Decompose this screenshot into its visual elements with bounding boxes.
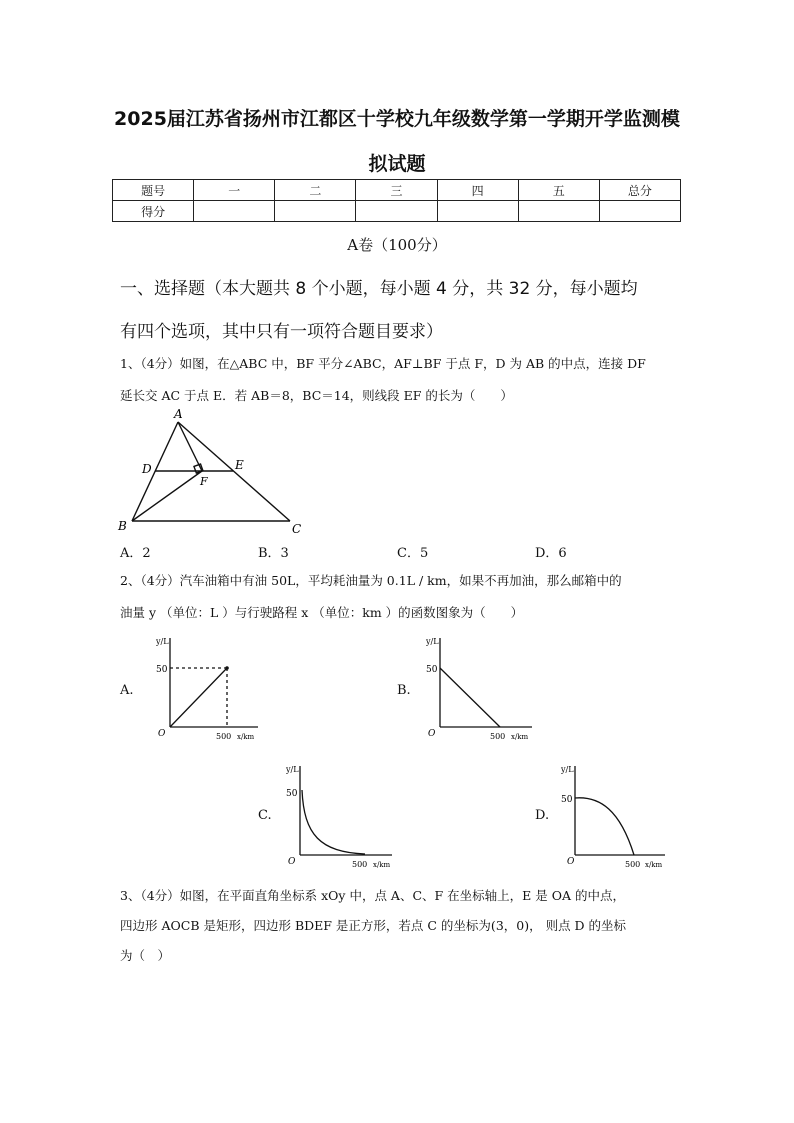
y-tick-label: 50	[156, 665, 168, 675]
score-header-cell: 题号	[113, 180, 194, 201]
q2-graph-b[interactable]	[420, 632, 540, 747]
score-header-cell: 二	[275, 180, 356, 201]
q2-graph-c[interactable]	[280, 760, 400, 875]
score-cell[interactable]	[275, 201, 356, 222]
q3-line-3: 为（ ）	[120, 948, 171, 963]
line-decreasing	[440, 668, 500, 727]
y-axis-label: y/L	[426, 637, 439, 646]
x-axis-label: x/km	[511, 733, 529, 741]
label-b: B	[118, 519, 127, 533]
x-tick-label: 500	[625, 860, 641, 869]
score-header-cell: 总分	[599, 180, 680, 201]
score-table-header-row	[113, 180, 681, 201]
score-header-cell: 四	[437, 180, 518, 201]
q2-graph-a[interactable]	[150, 632, 270, 747]
score-cell[interactable]	[437, 201, 518, 222]
q1-option-b[interactable]: B．3	[258, 546, 289, 561]
end-point	[225, 666, 229, 670]
segment-af	[178, 422, 202, 471]
y-tick-label: 50	[426, 665, 438, 675]
q1-option-a[interactable]: A．2	[120, 546, 151, 561]
score-table	[112, 179, 681, 222]
section-heading-line-2: 有四个选项，其中只有一项符合题目要求）	[120, 322, 443, 342]
q2-line-1: 2、（4分）汽车油箱中有油 50L，平均耗油量为 0.1L / km，如果不再加油，那么邮箱中的	[120, 573, 622, 588]
q2-option-c[interactable]: C.	[258, 808, 272, 823]
q2-graph-d[interactable]	[555, 760, 675, 875]
right-angle-mark	[194, 464, 203, 473]
y-axis-label: y/L	[561, 765, 574, 774]
q3-line-1: 3、（4分）如图，在平面直角坐标系 xOy 中，点 A、C、F 在坐标轴上，E 是 OA 的中点，	[120, 888, 625, 903]
x-axis-label: x/km	[237, 733, 255, 741]
curve-hyperbola	[302, 790, 365, 854]
score-row-label: 得分	[113, 201, 194, 222]
y-axis-label: y/L	[286, 765, 299, 774]
q1-option-c[interactable]: C．5	[397, 546, 429, 561]
curve-concave	[575, 798, 634, 855]
title-line-1: 2025届江苏省扬州市江都区十学校九年级数学第一学期开学监测模	[114, 108, 680, 130]
q1-triangle-figure	[112, 405, 312, 540]
line-increasing	[170, 668, 227, 727]
origin-label: O	[288, 857, 296, 867]
origin-label: O	[428, 729, 436, 739]
title-line-2: 拟试题	[368, 153, 426, 175]
section-heading-line-1: 一、选择题（本大题共 8 个小题，每小题 4 分，共 32 分，每小题均	[120, 279, 638, 299]
score-table-score-row	[113, 201, 681, 222]
y-axis-label: y/L	[156, 637, 169, 646]
score-header-cell: 五	[518, 180, 599, 201]
x-tick-label: 500	[490, 732, 506, 741]
volume-title: A卷（100分）	[347, 236, 447, 254]
score-header-cell: 一	[194, 180, 275, 201]
score-cell[interactable]	[194, 201, 275, 222]
y-tick-label: 50	[286, 789, 298, 799]
label-a: A	[174, 407, 183, 421]
label-d: D	[142, 462, 152, 476]
score-header-cell: 三	[356, 180, 437, 201]
q2-option-b[interactable]: B.	[397, 683, 411, 698]
score-cell[interactable]	[518, 201, 599, 222]
x-tick-label: 500	[216, 732, 232, 741]
origin-label: O	[567, 857, 575, 867]
label-c: C	[292, 522, 302, 536]
q1-option-d[interactable]: D．6	[535, 546, 567, 561]
score-cell[interactable]	[599, 201, 680, 222]
y-tick-label: 50	[561, 795, 573, 805]
q3-line-2: 四边形 AOCB 是矩形，四边形 BDEF 是正方形，若点 C 的坐标为(3，0)， 则点 D 的坐标	[120, 918, 627, 933]
q1-line-1: 1、（4分）如图，在△ABC 中，BF 平分∠ABC，AF⊥BF 于点 F，D 为 AB 的中点，连接 DF	[120, 356, 646, 371]
q1-line-2: 延长交 AC 于点 E．若 AB＝8，BC＝14，则线段 EF 的长为（ ）	[120, 388, 513, 403]
x-tick-label: 500	[352, 860, 368, 869]
q2-option-a[interactable]: A.	[120, 683, 134, 698]
label-f: F	[200, 475, 208, 488]
x-axis-label: x/km	[373, 861, 391, 869]
q2-line-2: 油量 y （单位：L ）与行驶路程 x （单位：km ）的函数图象为（ ）	[120, 605, 524, 620]
label-e: E	[235, 458, 244, 472]
score-cell[interactable]	[356, 201, 437, 222]
q2-option-d[interactable]: D.	[535, 808, 550, 823]
origin-label: O	[158, 729, 166, 739]
segment-bf	[132, 471, 202, 521]
x-axis-label: x/km	[645, 861, 663, 869]
